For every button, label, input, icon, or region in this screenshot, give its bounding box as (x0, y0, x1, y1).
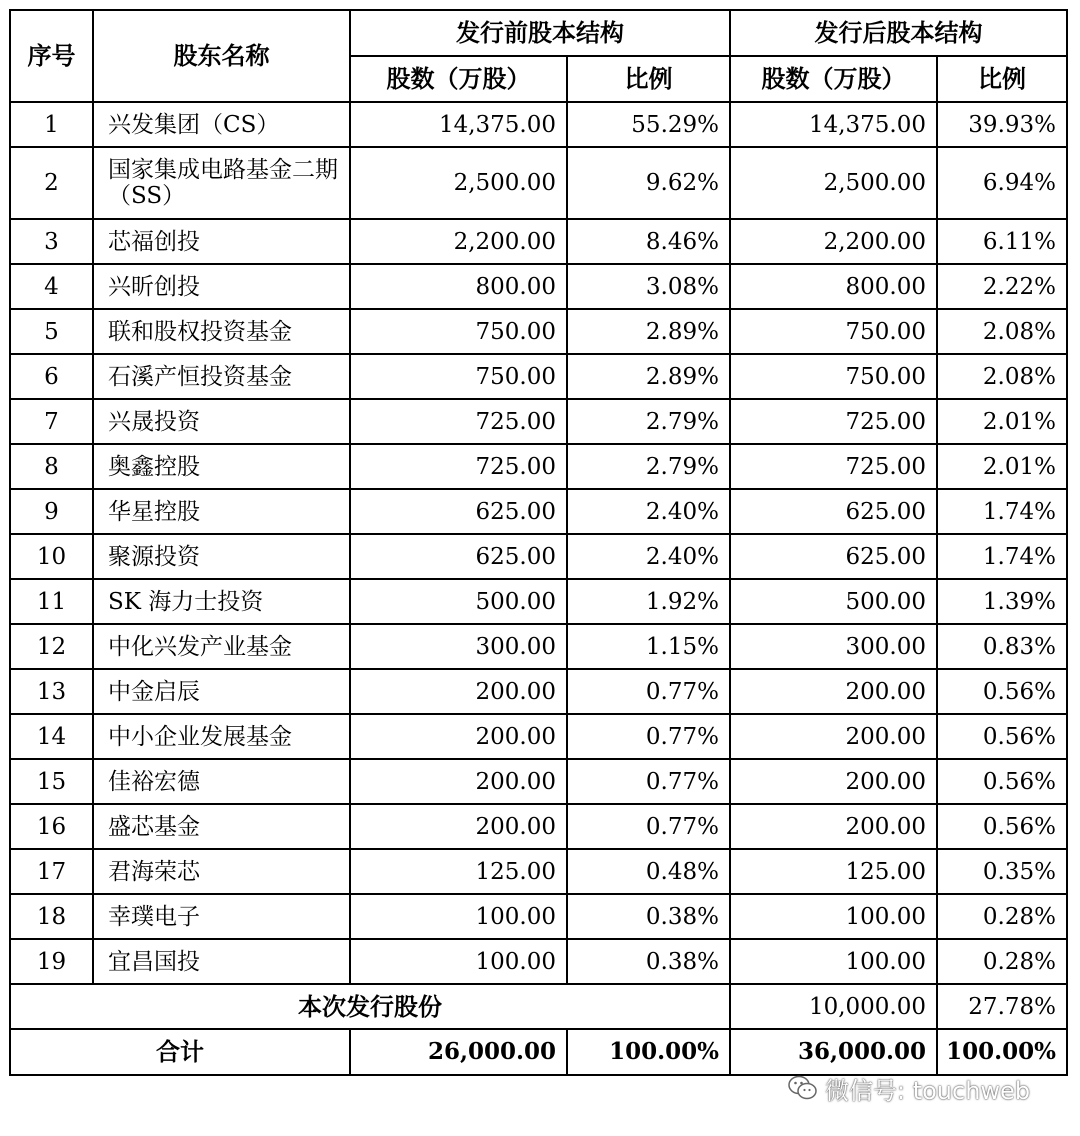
row-seq: 14 (10, 714, 93, 759)
row-shareholder-name: 中小企业发展基金 (93, 714, 350, 759)
shareholder-table-container (9, 9, 1068, 1076)
row-ratio-after: 0.83% (937, 624, 1067, 669)
row-shares-before: 725.00 (350, 444, 567, 489)
row-shareholder-name: 联和股权投资基金 (93, 309, 350, 354)
total-label: 合计 (10, 1029, 350, 1075)
table-row (10, 399, 1067, 444)
row-ratio-after: 0.56% (937, 714, 1067, 759)
row-shareholder-name: 中金启辰 (93, 669, 350, 714)
row-ratio-before: 0.77% (567, 804, 730, 849)
row-ratio-after: 1.74% (937, 534, 1067, 579)
row-shareholder-name: 兴发集团（CS） (93, 102, 350, 147)
row-ratio-before: 0.77% (567, 669, 730, 714)
row-seq: 17 (10, 849, 93, 894)
row-shares-before: 725.00 (350, 399, 567, 444)
row-shares-before: 625.00 (350, 489, 567, 534)
row-ratio-before: 9.62% (567, 147, 730, 219)
row-shares-before: 800.00 (350, 264, 567, 309)
row-seq: 4 (10, 264, 93, 309)
row-ratio-after: 1.74% (937, 489, 1067, 534)
table-row (10, 444, 1067, 489)
row-shareholder-name: 中化兴发产业基金 (93, 624, 350, 669)
shareholder-structure-table (9, 9, 1068, 1076)
row-shares-before: 200.00 (350, 714, 567, 759)
issuance-ratio-after: 27.78% (937, 984, 1067, 1029)
row-ratio-before: 2.89% (567, 309, 730, 354)
row-ratio-after: 39.93% (937, 102, 1067, 147)
row-ratio-before: 3.08% (567, 264, 730, 309)
row-shares-after: 125.00 (730, 849, 937, 894)
wechat-watermark (787, 1068, 1030, 1108)
row-shares-before: 2,500.00 (350, 147, 567, 219)
row-ratio-before: 8.46% (567, 219, 730, 264)
table-row (10, 147, 1067, 219)
table-row (10, 624, 1067, 669)
row-ratio-after: 6.94% (937, 147, 1067, 219)
row-seq: 18 (10, 894, 93, 939)
row-ratio-after: 0.35% (937, 849, 1067, 894)
row-shareholder-name: 幸璞电子 (93, 894, 350, 939)
header-seq: 序号 (10, 10, 93, 102)
row-shares-before: 625.00 (350, 534, 567, 579)
row-shareholder-name: 石溪产恒投资基金 (93, 354, 350, 399)
row-seq: 9 (10, 489, 93, 534)
row-seq: 10 (10, 534, 93, 579)
row-shares-after: 100.00 (730, 939, 937, 984)
row-seq: 5 (10, 309, 93, 354)
table-row (10, 102, 1067, 147)
table-row (10, 939, 1067, 984)
total-ratio-before: 100.00% (567, 1029, 730, 1075)
row-seq: 11 (10, 579, 93, 624)
table-row (10, 264, 1067, 309)
header-after-issuance: 发行后股本结构 (730, 10, 1067, 56)
row-ratio-before: 2.89% (567, 354, 730, 399)
row-shares-after: 725.00 (730, 444, 937, 489)
table-row (10, 219, 1067, 264)
row-shares-after: 625.00 (730, 489, 937, 534)
row-ratio-after: 1.39% (937, 579, 1067, 624)
row-ratio-after: 0.56% (937, 669, 1067, 714)
row-seq: 15 (10, 759, 93, 804)
row-seq: 19 (10, 939, 93, 984)
row-shares-after: 500.00 (730, 579, 937, 624)
table-row (10, 489, 1067, 534)
row-ratio-before: 0.77% (567, 759, 730, 804)
table-row (10, 894, 1067, 939)
row-shares-before: 200.00 (350, 759, 567, 804)
row-shares-after: 200.00 (730, 714, 937, 759)
row-shareholder-name: 聚源投资 (93, 534, 350, 579)
row-shares-after: 725.00 (730, 399, 937, 444)
row-shareholder-name: 国家集成电路基金二期（SS） (93, 147, 350, 219)
row-seq: 8 (10, 444, 93, 489)
header-shares-after: 股数（万股） (730, 56, 937, 102)
row-shares-after: 625.00 (730, 534, 937, 579)
row-shares-before: 14,375.00 (350, 102, 567, 147)
row-ratio-before: 2.40% (567, 489, 730, 534)
table-row (10, 804, 1067, 849)
row-shares-after: 100.00 (730, 894, 937, 939)
row-shares-after: 200.00 (730, 804, 937, 849)
row-shareholder-name: 佳裕宏德 (93, 759, 350, 804)
total-shares-before: 26,000.00 (350, 1029, 567, 1075)
row-shares-before: 750.00 (350, 354, 567, 399)
header-shareholder-name: 股东名称 (93, 10, 350, 102)
table-row (10, 579, 1067, 624)
row-ratio-before: 2.79% (567, 444, 730, 489)
row-shareholder-name: 君海荣芯 (93, 849, 350, 894)
table-row (10, 669, 1067, 714)
row-shares-after: 300.00 (730, 624, 937, 669)
row-ratio-after: 0.56% (937, 759, 1067, 804)
header-ratio-before: 比例 (567, 56, 730, 102)
row-ratio-after: 2.01% (937, 444, 1067, 489)
row-seq: 7 (10, 399, 93, 444)
table-row (10, 714, 1067, 759)
row-ratio-after: 6.11% (937, 219, 1067, 264)
row-seq: 13 (10, 669, 93, 714)
total-shares-after: 36,000.00 (730, 1029, 937, 1075)
watermark-text: 微信号: touchweb (825, 1076, 1031, 1105)
row-ratio-before: 0.77% (567, 714, 730, 759)
row-ratio-after: 2.01% (937, 399, 1067, 444)
row-shareholder-name: 盛芯基金 (93, 804, 350, 849)
row-shares-after: 200.00 (730, 759, 937, 804)
row-shareholder-name: 奥鑫控股 (93, 444, 350, 489)
row-shareholder-name: 华星控股 (93, 489, 350, 534)
header-before-issuance: 发行前股本结构 (350, 10, 730, 56)
row-ratio-after: 2.22% (937, 264, 1067, 309)
row-shares-after: 750.00 (730, 309, 937, 354)
row-shares-after: 14,375.00 (730, 102, 937, 147)
row-shares-before: 750.00 (350, 309, 567, 354)
total-ratio-after: 100.00% (937, 1029, 1067, 1075)
row-shares-before: 100.00 (350, 939, 567, 984)
row-ratio-after: 0.56% (937, 804, 1067, 849)
row-shareholder-name: 宜昌国投 (93, 939, 350, 984)
row-ratio-before: 1.15% (567, 624, 730, 669)
row-ratio-before: 55.29% (567, 102, 730, 147)
row-ratio-after: 2.08% (937, 354, 1067, 399)
row-shareholder-name: SK 海力士投资 (93, 579, 350, 624)
row-shareholder-name: 兴晟投资 (93, 399, 350, 444)
table-row (10, 759, 1067, 804)
row-ratio-before: 2.40% (567, 534, 730, 579)
row-shares-after: 2,500.00 (730, 147, 937, 219)
row-shares-after: 2,200.00 (730, 219, 937, 264)
row-ratio-after: 2.08% (937, 309, 1067, 354)
header-row-group (10, 10, 1067, 56)
wechat-icon (787, 1072, 819, 1104)
row-seq: 12 (10, 624, 93, 669)
table-row (10, 309, 1067, 354)
row-shareholder-name: 兴昕创投 (93, 264, 350, 309)
issuance-label: 本次发行股份 (10, 984, 730, 1029)
row-shares-before: 500.00 (350, 579, 567, 624)
row-shareholder-name: 芯福创投 (93, 219, 350, 264)
row-shares-before: 100.00 (350, 894, 567, 939)
row-shares-before: 300.00 (350, 624, 567, 669)
row-seq: 3 (10, 219, 93, 264)
table-row (10, 849, 1067, 894)
row-ratio-before: 1.92% (567, 579, 730, 624)
row-shares-before: 2,200.00 (350, 219, 567, 264)
row-seq: 1 (10, 102, 93, 147)
row-ratio-before: 0.38% (567, 939, 730, 984)
row-shares-before: 200.00 (350, 804, 567, 849)
header-shares-before: 股数（万股） (350, 56, 567, 102)
row-ratio-before: 0.38% (567, 894, 730, 939)
row-ratio-after: 0.28% (937, 894, 1067, 939)
row-seq: 16 (10, 804, 93, 849)
row-seq: 2 (10, 147, 93, 219)
row-shares-after: 200.00 (730, 669, 937, 714)
table-row (10, 354, 1067, 399)
row-shares-before: 125.00 (350, 849, 567, 894)
row-seq: 6 (10, 354, 93, 399)
row-ratio-before: 0.48% (567, 849, 730, 894)
row-shares-after: 800.00 (730, 264, 937, 309)
row-ratio-before: 2.79% (567, 399, 730, 444)
row-ratio-after: 0.28% (937, 939, 1067, 984)
header-ratio-after: 比例 (937, 56, 1067, 102)
table-row (10, 534, 1067, 579)
row-shares-after: 750.00 (730, 354, 937, 399)
issuance-shares-after: 10,000.00 (730, 984, 937, 1029)
issuance-row (10, 984, 1067, 1029)
row-shares-before: 200.00 (350, 669, 567, 714)
